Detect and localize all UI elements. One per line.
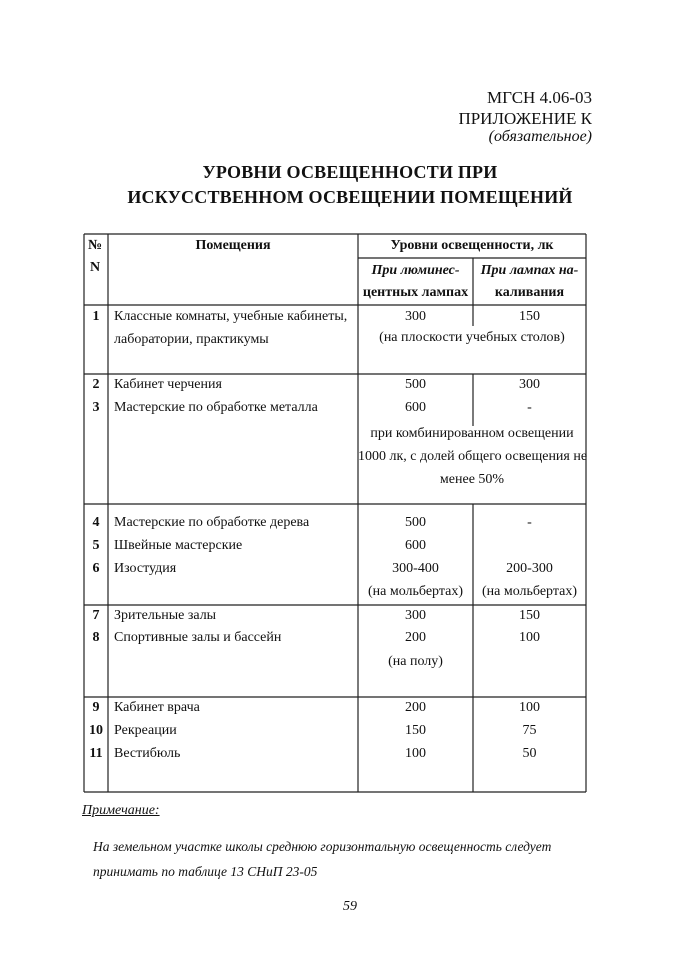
header-num-letter: N xyxy=(90,260,101,275)
header-rooms: Помещения xyxy=(195,238,271,253)
fluorescent-value: 150 xyxy=(405,723,426,738)
incandescent-value: 200-300 xyxy=(506,561,553,576)
row-number: 6 xyxy=(92,561,100,576)
fluorescent-value: 300 xyxy=(405,309,426,324)
combined-lighting-note-3: менее 50% xyxy=(439,472,505,487)
fluorescent-value: 600 xyxy=(405,538,426,553)
room-name: Изостудия xyxy=(114,561,177,576)
incandescent-value: 150 xyxy=(519,309,540,324)
row-number: 5 xyxy=(92,538,100,553)
document-code: МГСН 4.06-03 xyxy=(487,88,592,107)
fluorescent-value: 100 xyxy=(405,746,426,761)
room-name: Вестибюль xyxy=(114,746,181,761)
room-name: Зрительные залы xyxy=(114,608,217,623)
row-number: 8 xyxy=(92,630,100,645)
header-levels: Уровни освещенности, лк xyxy=(390,238,554,253)
incandescent-value: 50 xyxy=(522,746,537,761)
row-number: 1 xyxy=(92,309,100,324)
room-name: Швейные мастерские xyxy=(114,538,243,553)
room-name-cont: лаборатории, практикумы xyxy=(114,332,269,347)
incandescent-value: 100 xyxy=(519,700,540,715)
incandescent-value: 300 xyxy=(519,377,540,392)
incandescent-value: 75 xyxy=(522,723,537,738)
room-name: Классные комнаты, учебные кабинеты, xyxy=(114,309,348,324)
incandescent-value: - xyxy=(527,400,532,415)
fluorescent-note: (на мольбертах) xyxy=(367,584,464,599)
room-name: Кабинет врача xyxy=(114,700,200,715)
note-heading: Примечание: xyxy=(82,803,160,818)
fluorescent-value: 300 xyxy=(405,608,426,623)
header-num-symbol: № xyxy=(88,238,103,253)
header-incandescent-2: каливания xyxy=(494,285,565,300)
header-incandescent-1: При лампах на- xyxy=(480,263,579,278)
incandescent-note: (на мольбертах) xyxy=(481,584,578,599)
room-name: Рекреации xyxy=(114,723,177,738)
header-fluorescent-1: При люминес- xyxy=(371,263,460,278)
row-number: 2 xyxy=(92,377,100,392)
combined-lighting-note-1: при комбинированном освещении xyxy=(370,426,574,441)
combined-lighting-note-2: 1000 лк, с долей общего освещения не xyxy=(358,449,588,464)
measurement-note: (на плоскости учебных столов) xyxy=(379,330,565,345)
fluorescent-value: 600 xyxy=(405,400,426,415)
room-name: Мастерские по обработке дерева xyxy=(114,515,310,530)
incandescent-value: - xyxy=(527,515,532,530)
room-name: Кабинет черчения xyxy=(114,377,222,392)
room-name: Мастерские по обработке металла xyxy=(114,400,318,415)
appendix-label: ПРИЛОЖЕНИЕ К xyxy=(458,109,592,128)
room-name: Спортивные залы и бассейн xyxy=(114,630,282,645)
row-number: 3 xyxy=(92,400,100,415)
fluorescent-value: 500 xyxy=(405,377,426,392)
fluorescent-value: 500 xyxy=(405,515,426,530)
appendix-status: (обязательное) xyxy=(488,128,592,145)
page-number: 59 xyxy=(343,899,357,914)
incandescent-value: 150 xyxy=(519,608,540,623)
row-number: 7 xyxy=(92,608,100,623)
incandescent-value: 100 xyxy=(519,630,540,645)
row-number: 11 xyxy=(89,746,103,761)
page-title-line-2: ИСКУССТВЕННОМ ОСВЕЩЕНИИ ПОМЕЩЕНИЙ xyxy=(127,187,573,207)
row-number: 4 xyxy=(92,515,100,530)
row-number: 10 xyxy=(89,723,103,738)
note-text: На земельном участке школы среднюю горизонтальную освещенность следует принимать по таблице 13 СНиП 23-05 xyxy=(93,839,552,879)
fluorescent-value: 300-400 xyxy=(392,561,439,576)
fluorescent-value: 200 xyxy=(405,630,426,645)
header-fluorescent-2: центных лампах xyxy=(362,285,469,300)
fluorescent-value: 200 xyxy=(405,700,426,715)
page-title-line-1: УРОВНИ ОСВЕЩЕННОСТИ ПРИ xyxy=(202,162,498,182)
fluorescent-note: (на полу) xyxy=(388,654,443,669)
row-number: 9 xyxy=(92,700,100,715)
